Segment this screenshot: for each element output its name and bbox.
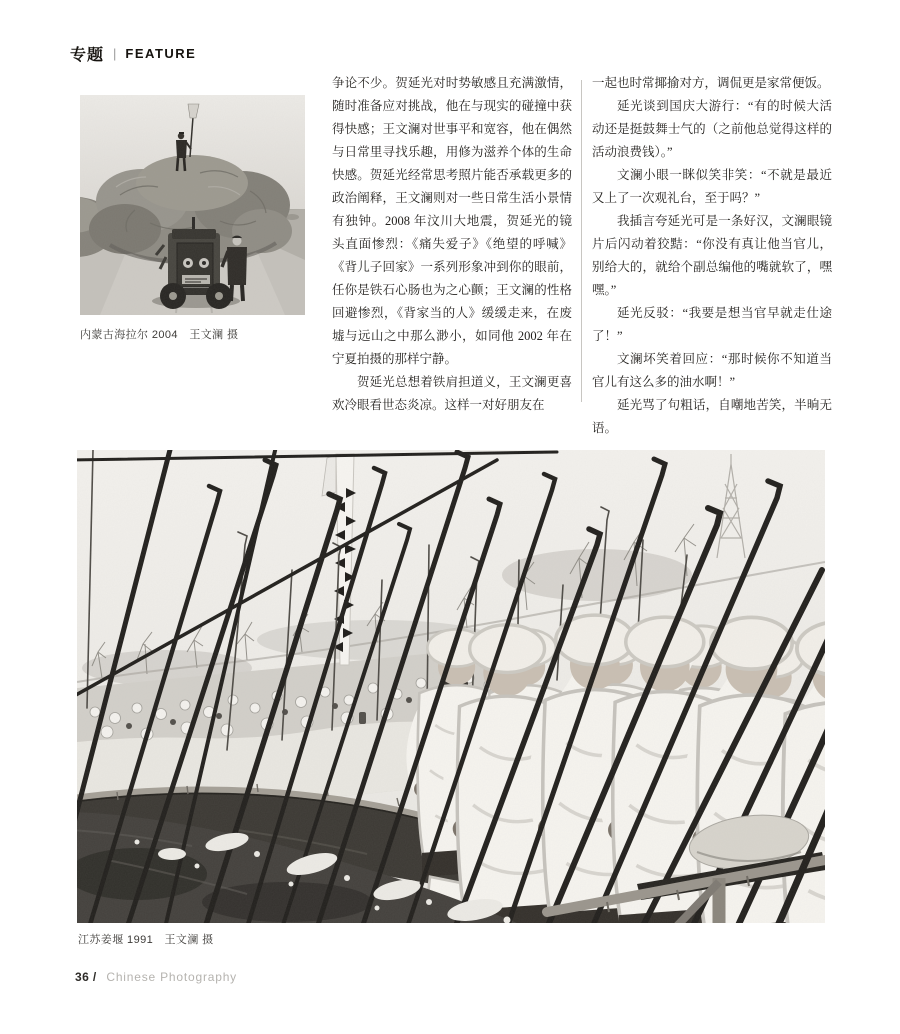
- boat-poles-photo: [77, 450, 825, 923]
- column-divider: [581, 80, 582, 402]
- page-number: 36 /: [75, 970, 97, 984]
- header-divider: |: [113, 46, 117, 61]
- paragraph: 延光反驳：“我要是想当官早就走仕途了！”: [592, 306, 832, 343]
- paragraph: 延光谈到国庆大游行：“有的时候大活动还是挺鼓舞士气的（之前他总觉得这样的活动浪费钱）。”: [592, 99, 832, 159]
- photo-caption-top: 内蒙古海拉尔 2004 王文澜 摄: [80, 329, 239, 341]
- page-footer: [75, 970, 237, 984]
- paragraph: 文澜小眼一眯似笑非笑：“不就是最近又上了一次观礼台，至于吗？”: [592, 168, 832, 205]
- section-title-cn: 专题: [70, 47, 105, 64]
- paragraph: 争论不少。贺延光对时势敏感且充满激情，随时准备应对挑战，他在与现实的碰撞中获得快感；王文澜对世事平和宽容，他在偶然与日常里寻找乐趣，用修为滋养个体的生命快感。贺延光经常思考照片能否承载更多的政治阐释，王文澜则对一些日常生活小景情有独钟。2008 年汶川大地震，贺延光的镜头直面惨烈：《痛失爱子》《绝望的呼喊》《背儿子回家》一系列形象冲到你的眼前，任你是铁石心肠也为之心颤；王文澜的性格回避惨烈，《背家当的人》缓缓走来，在废墟与远山之中那么渺小，如同他 2002 年在宁夏拍摄的那样宁静。: [332, 76, 572, 366]
- paragraph: 我插言夸延光可是一条好汉，文澜眼镜片后闪动着狡黠：“你没有真让他当官儿，别给大的，就给个副总编他的嘴就软了，嘿嘿。”: [592, 214, 832, 297]
- hay-tractor-illustration: [80, 95, 305, 315]
- paragraph: 一起也时常揶揄对方，调侃更是家常便饭。: [592, 76, 830, 90]
- photo-caption-bottom: 江苏姜堰 1991 王文澜 摄: [78, 934, 214, 946]
- hay-tractor-photo: [80, 95, 305, 315]
- boat-poles-illustration: [77, 450, 825, 923]
- article-column-2: [592, 72, 832, 440]
- paragraph: 延光骂了句粗话，自嘲地苦笑，半晌无语。: [592, 398, 832, 435]
- article-column-1: [332, 72, 572, 417]
- section-title-en: FEATURE: [125, 46, 197, 61]
- magazine-name: Chinese Photography: [106, 970, 237, 984]
- paragraph: 文澜坏笑着回应：“那时候你不知道当官儿有这么多的油水啊！”: [592, 352, 832, 389]
- paragraph: 贺延光总想着铁肩担道义，王文澜更喜欢冷眼看世态炎凉。这样一对好朋友在: [332, 375, 572, 412]
- section-header: [70, 42, 196, 65]
